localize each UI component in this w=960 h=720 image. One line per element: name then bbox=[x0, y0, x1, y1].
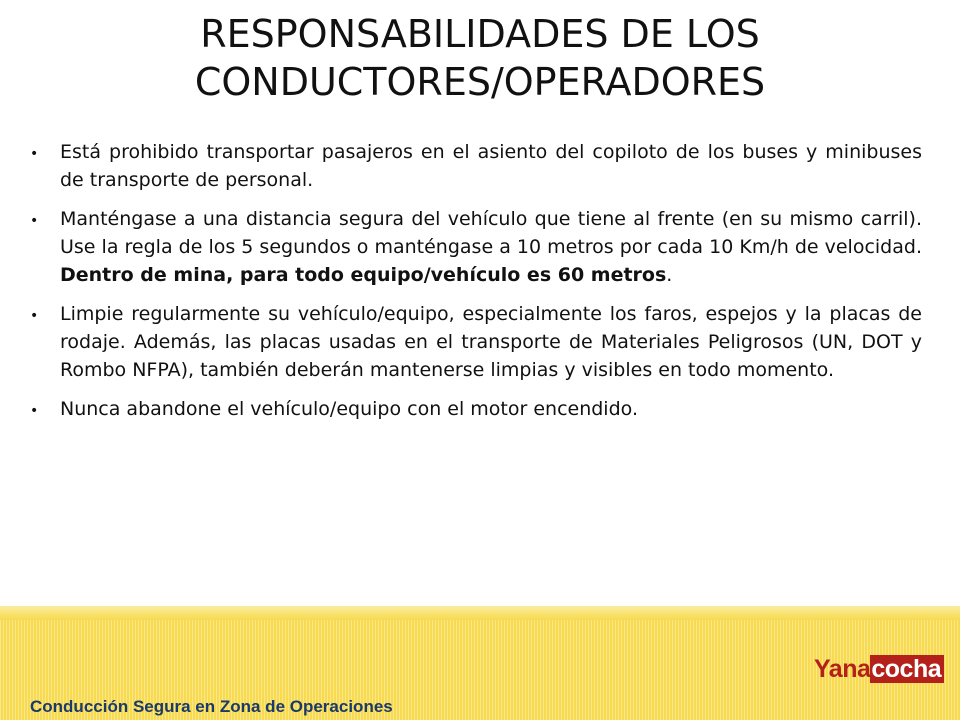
bullet-item bbox=[24, 300, 922, 384]
logo-part-1: Yana bbox=[814, 655, 871, 683]
bullet-dot-icon: • bbox=[30, 146, 39, 162]
bullet-dot-icon: • bbox=[30, 403, 39, 419]
bullet-dot-icon: • bbox=[30, 308, 39, 324]
bullet-text-tail: . bbox=[666, 264, 673, 286]
bullet-text: Limpie regularmente su vehículo/equipo, especialmente los faros, espejos y la placas de rodaje. Además, las placas usadas en el transporte de Materiales Peligrosos (UN, DOT y Rombo NFPA), también deberán mantenerse limpias y visibles en todo momento. bbox=[60, 303, 922, 381]
bullet-item bbox=[24, 395, 922, 423]
bullet-text: Está prohibido transportar pasajeros en el asiento del copiloto de los buses y minibuses de transporte de personal. bbox=[60, 141, 922, 191]
bullet-text-plain: Manténgase a una distancia segura del vehículo que tiene al frente (en su mismo carril). Use la regla de los 5 segundos o manténgase a 10 metros por cada 10 Km/h de velocidad. bbox=[60, 208, 922, 258]
bullet-list bbox=[24, 138, 922, 434]
footer-caption: Conducción Segura en Zona de Operaciones bbox=[30, 697, 393, 716]
slide-title bbox=[60, 10, 900, 106]
company-logo bbox=[814, 652, 950, 686]
bullet-text-bold: Dentro de mina, para todo equipo/vehículo es 60 metros bbox=[60, 264, 667, 286]
bullet-text: Nunca abandone el vehículo/equipo con el motor encendido. bbox=[60, 398, 638, 420]
footer-divider bbox=[0, 606, 960, 620]
logo-part-2: cocha bbox=[870, 655, 944, 683]
bullet-text bbox=[60, 205, 922, 289]
bullet-item bbox=[24, 205, 922, 289]
bullet-item bbox=[24, 138, 922, 194]
bullet-dot-icon: • bbox=[30, 213, 39, 229]
slide-title-line-2: CONDUCTORES/OPERADORES bbox=[194, 60, 766, 104]
slide-title-line-1: RESPONSABILIDADES DE LOS bbox=[200, 12, 760, 56]
logo-wordmark bbox=[814, 654, 944, 684]
